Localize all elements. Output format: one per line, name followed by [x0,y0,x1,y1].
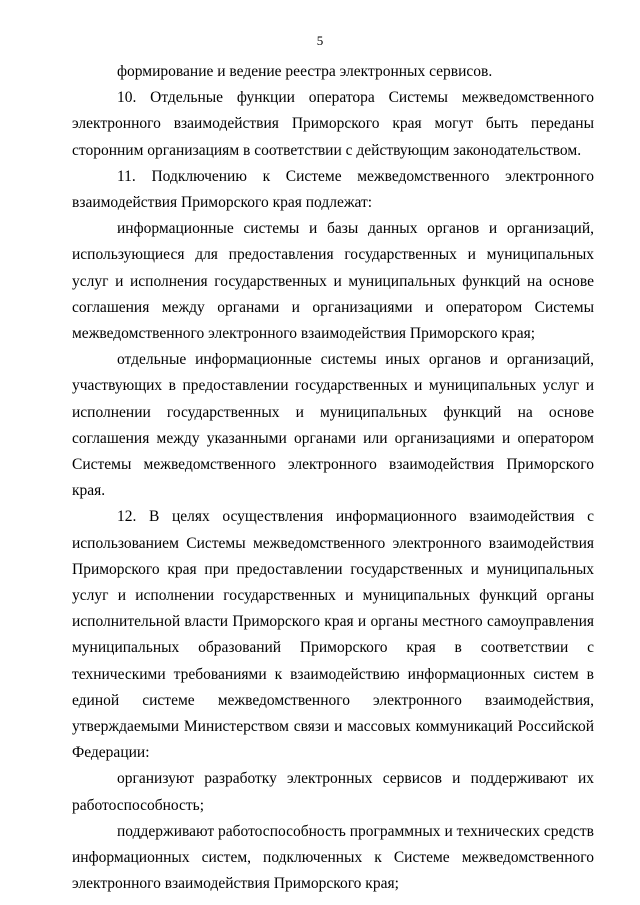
document-body [72,59,594,898]
paragraph-item-10: 10. Отдельные функции оператора Системы межведомственного электронного взаимодействия Приморского края могут быть переданы сторонним организациям в соответствии с действующим законодательством. [72,89,594,159]
paragraph-subitem-information-systems: информационные системы и базы данных органов и организаций, использующиеся для предоставления государственных и муниципальных услуг и исполнения государственных и муниципальных функций на основе соглашения между органами и организациями и оператором Системы межведомственного электронного взаимодействия Приморского края; [72,220,594,343]
paragraph-item-12: 12. В целях осуществления информационного взаимодействия с использованием Системы межведомственного электронного взаимодействия Приморского края при предоставлении государственных и муниципальных услуг и исполнении государственных и муниципальных функций органы исполнительной власти Приморского края и органы местного самоуправления муниципальных образований Приморского края в соответствии с техническими требованиями к взаимодействию информационных систем в единой системе межведомственного электронного взаимодействия, утверждаемыми Министерством связи и массовых коммуникаций Российской Федерации: [72,508,594,762]
paragraph-subitem-organize-services: организуют разработку электронных сервисов и поддерживают их работоспособность; [72,770,594,814]
paragraph-subitem-other-systems: отдельные информационные системы иных органов и организаций, участвующих в предоставлении государственных и муниципальных услуг и исполнении государственных и муниципальных функций на основе соглашения между указанными органами или организациями и оператором Системы межведомственного электронного взаимодействия Приморского края. [72,351,594,500]
page-number: 5 [316,33,324,48]
paragraph-item-11: 11. Подключению к Системе межведомственного электронного взаимодействия Приморского края подлежат: [72,167,594,212]
paragraph-continuation: формирование и ведение реестра электронных сервисов. [117,63,493,80]
paragraph-subitem-support-systems: поддерживают работоспособность программных и технических средств информационных систем, подключенных к Системе межведомственного электронного взаимодействия Приморского края; [72,822,594,893]
